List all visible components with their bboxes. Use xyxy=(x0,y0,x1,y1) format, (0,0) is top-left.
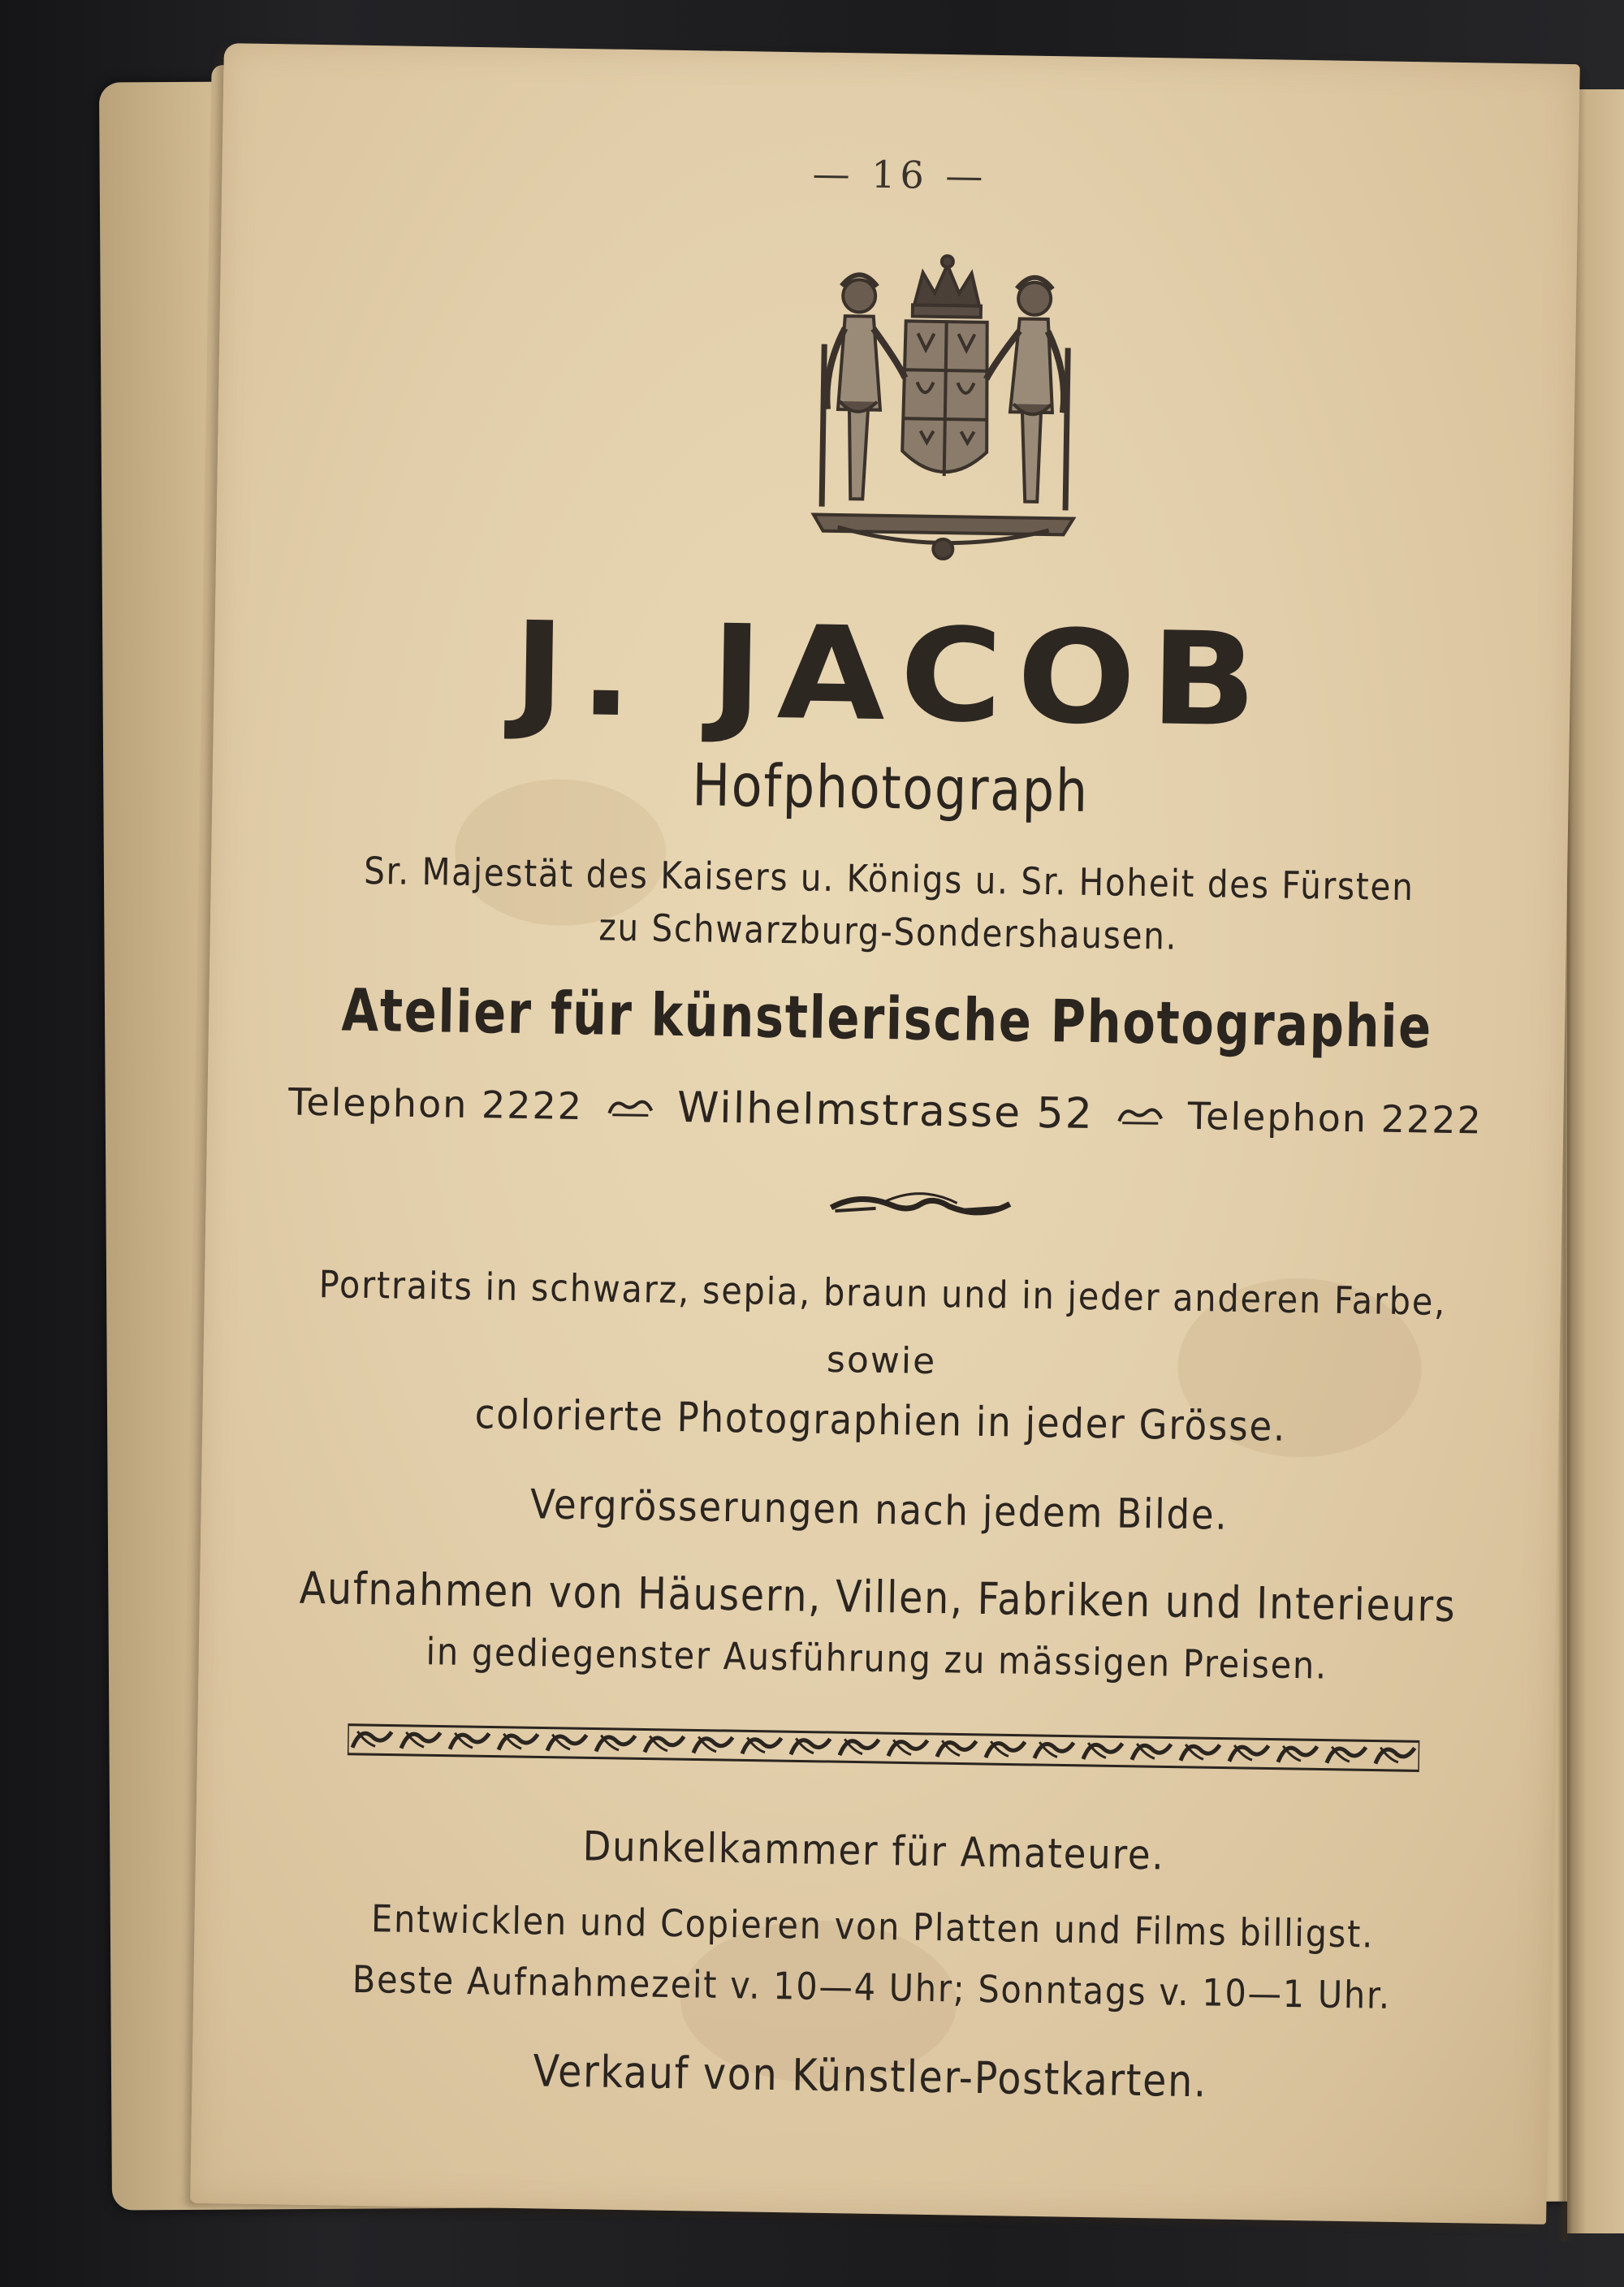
sowie-line: sowie xyxy=(826,1338,937,1383)
dunkelkammer-line: Dunkelkammer für Amateure. xyxy=(582,1822,1165,1879)
ausfuehrung-line: in gediegenster Ausführung zu mässigen Preisen. xyxy=(425,1629,1328,1688)
scroll-ornament-icon xyxy=(1116,1103,1165,1126)
vergroesserungen-line: Vergrösserungen nach jedem Bilde. xyxy=(529,1481,1229,1539)
patron-line-1: Sr. Majestät des Kaisers u. Königs u. Sr. Hoheit des Fürsten xyxy=(363,848,1415,910)
atelier-heading: Atelier für künstlerische Photographie xyxy=(340,975,1433,1061)
firm-name: J. JACOB xyxy=(512,593,1273,756)
aufnahmen-line: Aufnahmen von Häusern, Villen, Fabriken und Interieurs xyxy=(299,1562,1457,1632)
aufnahmezeit-line: Beste Aufnahmezeit v. 10—4 Uhr; Sonntags v. 10—1 Uhr. xyxy=(352,1956,1392,2017)
scroll-ornament-icon xyxy=(606,1096,654,1119)
chain-border-icon xyxy=(348,1722,1420,1775)
verkauf-line: Verkauf von Künstler-Postkarten. xyxy=(533,2045,1208,2108)
patron-line-2: zu Schwarzburg-Sondershausen. xyxy=(598,905,1178,958)
contact-row xyxy=(211,1076,1560,1146)
phone-right: Telephon 2222 xyxy=(1187,1093,1484,1143)
entwickeln-line: Entwicklen und Copieren von Platten und Films billigst. xyxy=(370,1896,1375,1956)
swirl-divider-icon xyxy=(827,1183,1014,1227)
firm-title: Hofphotograph xyxy=(691,750,1090,825)
coat-of-arms-icon xyxy=(805,246,1086,591)
facing-page-edge xyxy=(1567,89,1624,2233)
portraits-line: Portraits in schwarz, sepia, braun und in jeder anderen Farbe, xyxy=(318,1262,1447,1324)
page-number: — 16 — xyxy=(812,151,988,198)
colorierte-line: colorierte Photographien in jeder Grösse. xyxy=(474,1390,1287,1450)
address: Wilhelmstrasse 52 xyxy=(676,1083,1095,1139)
phone-left: Telephon 2222 xyxy=(287,1079,584,1129)
advertisement xyxy=(194,46,1575,2220)
